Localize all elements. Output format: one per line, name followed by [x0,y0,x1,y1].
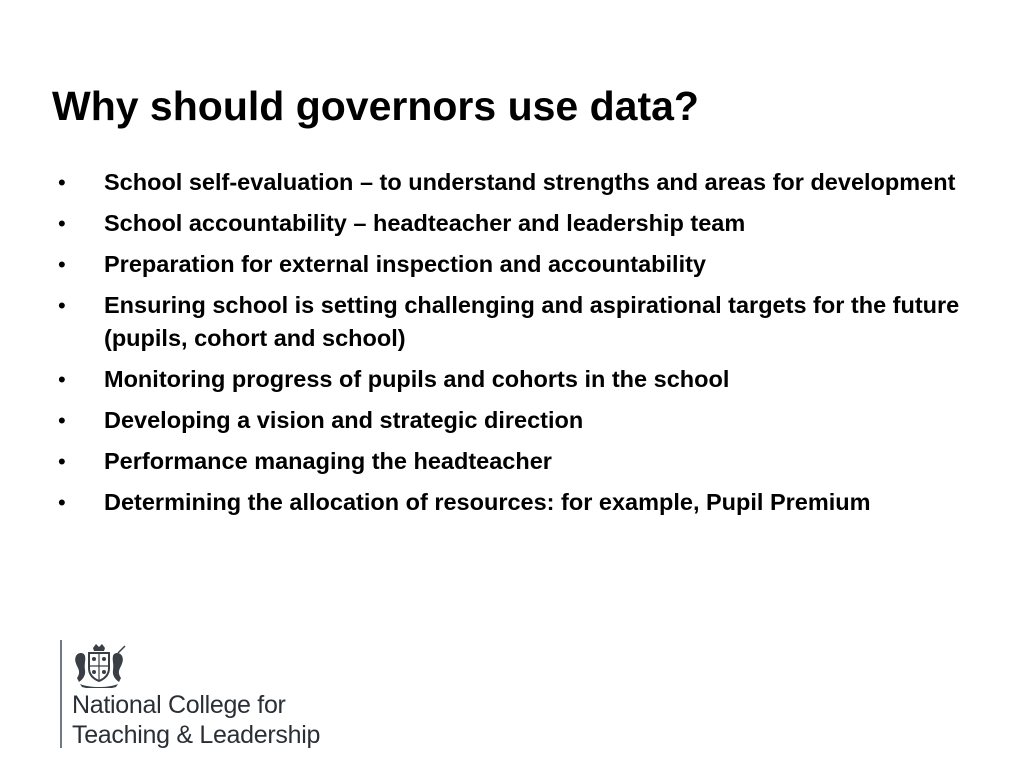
bullet-list [58,166,968,527]
bullet-text: School accountability – headteacher and leadership team [104,210,746,236]
bullet-dot-icon: • [58,408,66,433]
bullet-item [58,248,968,281]
logo-text-line-1: National College for [72,691,286,719]
bullet-item [58,289,968,355]
bullet-text: Monitoring progress of pupils and cohorts in the school [104,366,730,392]
bullet-text: Developing a vision and strategic direction [104,407,584,433]
bullet-item [58,486,968,519]
bullet-dot-icon: • [58,252,66,277]
bullet-item [58,363,968,396]
bullet-dot-icon: • [58,170,66,195]
bullet-text: Determining the allocation of resources: for example, Pupil Premium [104,489,871,515]
bullet-dot-icon: • [58,490,66,515]
bullet-item [58,445,968,478]
bullet-text: Preparation for external inspection and accountability [104,251,706,277]
bullet-text: School self-evaluation – to understand strengths and areas for development [104,169,956,195]
bullet-dot-icon: • [58,211,66,236]
bullet-dot-icon: • [58,367,66,392]
bullet-item [58,207,968,240]
bullet-dot-icon: • [58,449,66,474]
royal-coat-of-arms-icon [72,642,126,688]
bullet-dot-icon: • [58,293,66,318]
slide-title: Why should governors use data? [52,83,699,129]
bullet-text: Ensuring school is setting challenging and aspirational targets for the future (pupils, cohort and school) [104,292,960,351]
bullet-text: Performance managing the headteacher [104,448,552,474]
bullet-item [58,404,968,437]
logo-divider [60,640,62,748]
bullet-item [58,166,968,199]
ncl-logo [60,640,380,756]
logo-text-line-2: Teaching & Leadership [72,721,321,749]
